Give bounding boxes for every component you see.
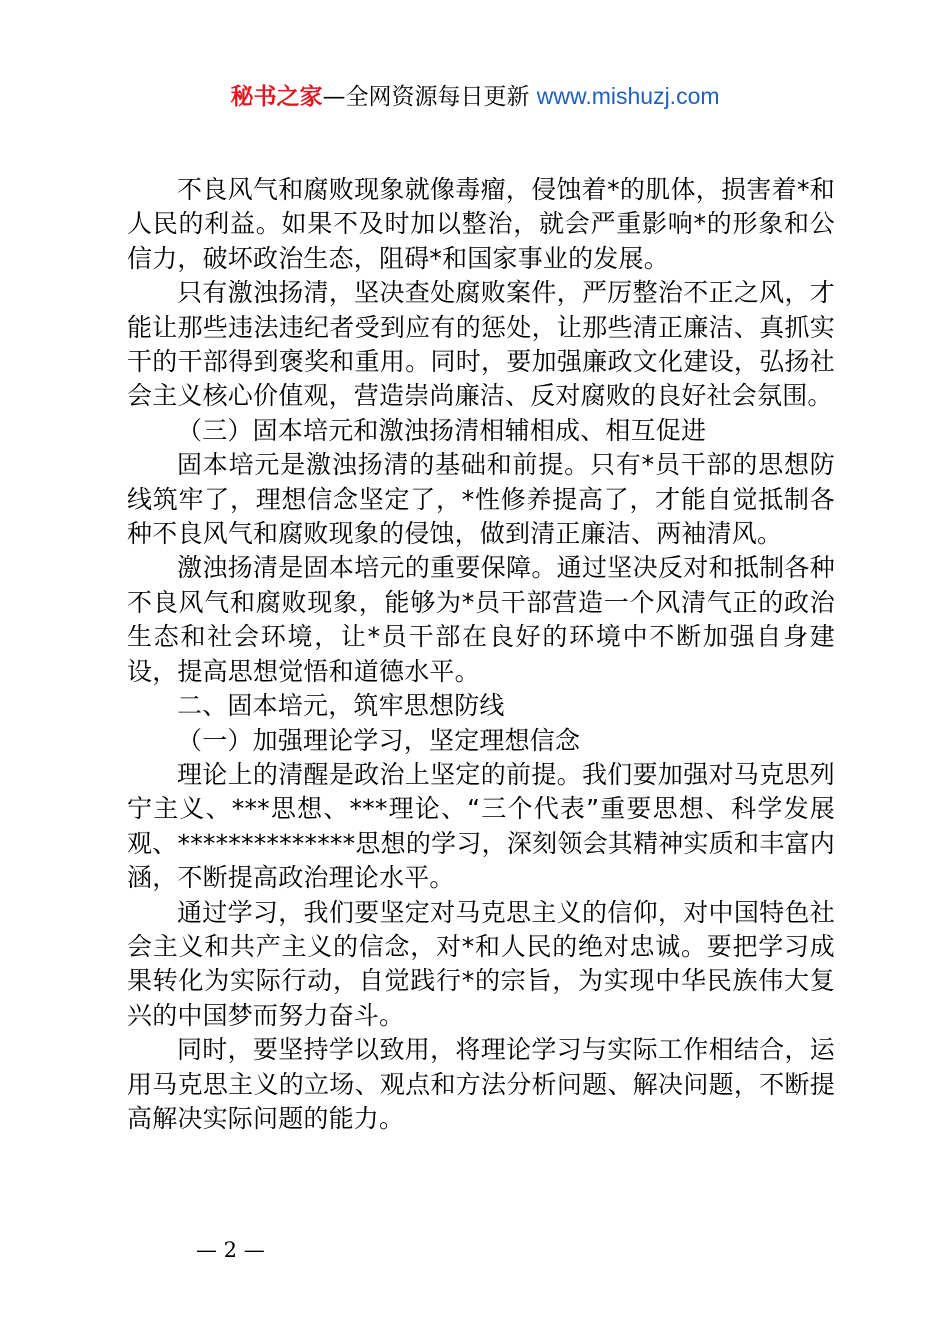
chapter-heading: 二、固本培元，筑牢思想防线 (177, 691, 505, 721)
paragraph: 只有激浊扬清，坚决查处腐败案件，严厉整治不正之风，才能让那些违法违纪者受到应有的惩处，让那些清正廉洁、真抓实干的干部得到褒奖和重用。同时，要加强廉政文化建设，弘扬社会主义核心价值观，营造崇尚廉洁、反对腐败的良好社会氛围。 (127, 278, 835, 411)
section-heading: （一）加强理论学习，坚定理想信念 (177, 725, 581, 755)
paragraph: 激浊扬清是固本培元的重要保障。通过坚决反对和抵制各种不良风气和腐败现象，能够为*员干部营造一个风清气正的政治生态和社会环境，让*员干部在良好的环境中不断加强自身建设，提高思想觉悟和道德水平。 (127, 553, 835, 686)
paragraph: 不良风气和腐败现象就像毒瘤，侵蚀着*的肌体，损害着*和人民的利益。如果不及时加以整治，就会严重影响*的形象和公信力，破坏政治生态，阻碍*和国家事业的发展。 (127, 175, 835, 273)
paragraph: 理论上的清醒是政治上坚定的前提。我们要加强对马克思列宁主义、***思想、***理论、“三个代表”重要思想、科学发展观、**************思想的学习，深刻领会其精神实质和丰富内涵，不断提高政治理论水平。 (127, 759, 835, 893)
brand-name: 秘书之家 (230, 84, 323, 110)
site-header (0, 80, 950, 113)
paragraph: 通过学习，我们要坚定对马克思主义的信仰，对中国特色社会主义和共产主义的信念，对*和人民的绝对忠诚。要把学习成果转化为实际行动，自觉践行*的宗旨，为实现中华民族伟大复兴的中国梦而努力奋斗。 (127, 897, 835, 1030)
paragraph: 固本培元是激浊扬清的基础和前提。只有*员干部的思想防线筑牢了，理想信念坚定了，*性修养提高了，才能自觉抵制各种不良风气和腐败现象的侵蚀，做到清正廉洁、两袖清风。 (127, 450, 835, 549)
section-heading: （三）固本培元和激浊扬清相辅相成、相互促进 (177, 415, 707, 445)
page-number: — 2 — (196, 1238, 265, 1262)
header-tagline: —全网资源每日更新 (322, 84, 537, 110)
paragraph: 同时，要坚持学以致用，将理论学习与实际工作相结合，运用马克思主义的立场、观点和方法分析问题、解决问题，不断提高解决实际问题的能力。 (127, 1035, 835, 1133)
document-body (127, 173, 835, 1136)
site-url[interactable]: www.mishuzj.com (536, 83, 720, 109)
